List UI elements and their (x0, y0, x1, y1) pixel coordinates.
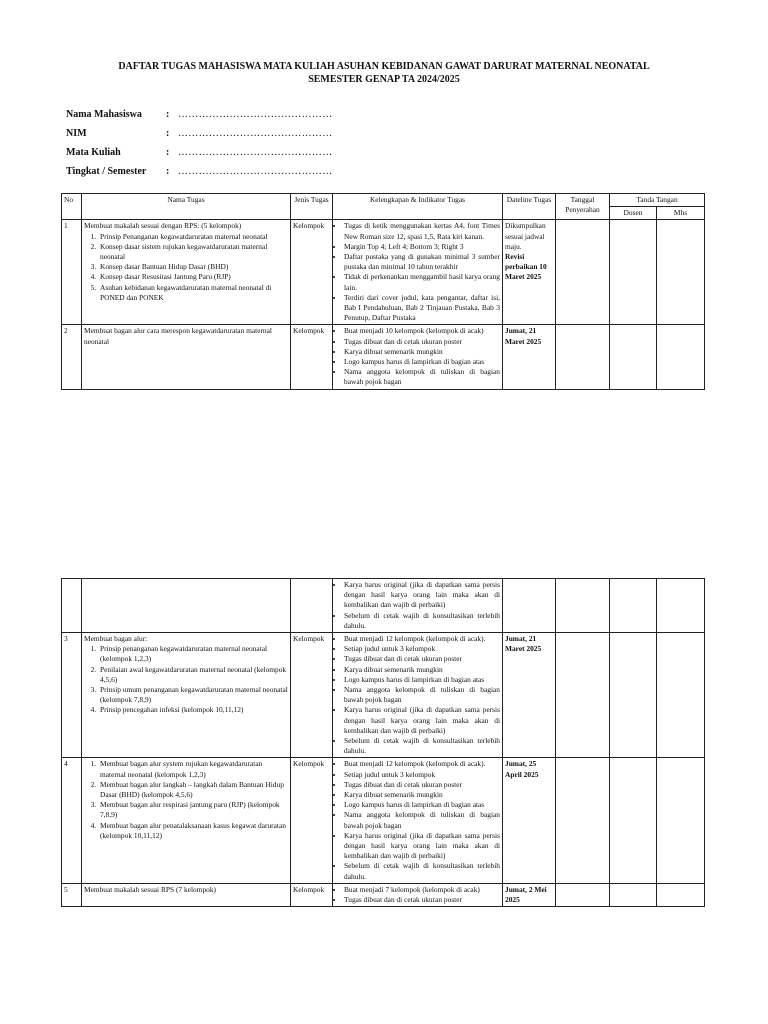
requirement-list (335, 580, 500, 631)
requirement-item: • Logo kampus harus di lampirkan di bagian atas (344, 800, 500, 810)
task-subitem: 3. Konsep dasar Bantuan Hidup Dasar (BHD) (98, 262, 288, 272)
task-intro: Membuat makalah sesuai dengan RPS: (5 kelompok) (84, 221, 242, 231)
identity-row-tingkat (66, 162, 333, 181)
deadline-note: Dikumpulkan sesuai jadwal maju. (505, 221, 546, 251)
requirement-item: • Karya dibuat semenarik mungkin (344, 347, 500, 357)
requirement-list (335, 221, 500, 323)
student-signature-field[interactable] (657, 758, 705, 883)
task-subitem: 3. Membuat bagan alur respirasi jantung paru (RJP) (kelompok 7,8,9) (98, 800, 288, 820)
requirement-item: • Karya harus original (jika di dapatkan sama persis dengan hasil karya orang lain maka akan di kembalikan dan wajib di perbaiki) (344, 831, 500, 862)
header-kelengkapan: Kelengkapan & Indikator Tugas (333, 194, 503, 220)
submission-date-field[interactable] (556, 758, 610, 883)
task-table-body (62, 220, 705, 389)
task-intro: Membuat makalah sesuai RPS (7 kelompok) (84, 884, 216, 894)
deadline-date: Jumat, 25 April 2025 (505, 759, 539, 779)
lecturer-signature-field[interactable] (610, 220, 657, 325)
task-requirements-cell (333, 325, 503, 389)
task-subitems (84, 232, 288, 303)
task-subitem: 4. Membuat bagan alur penatalaksanaan kasus kegawat daruratan (kelompok 10,11,12) (98, 821, 288, 841)
requirement-item: • Sebelum di cetak wajib di konsultasikan terlebih dahulu. (344, 736, 500, 756)
identity-label: Mata Kuliah (66, 147, 121, 158)
requirement-item: • Daftar pustaka yang di gunakan minimal 3 sumber pustaka dan minimal 10 tahun terakhir (344, 252, 500, 272)
task-number: 4 (62, 758, 82, 883)
task-requirements-cell (333, 579, 503, 633)
task-number: 2 (62, 325, 82, 389)
task-type: Kelompok (291, 758, 333, 883)
identity-colon: : (166, 109, 170, 120)
task-name-cell (82, 758, 291, 883)
task-number (62, 579, 82, 633)
requirement-item: • Nama anggota kelompok di tuliskan di bagian bawah pojok bagan (344, 367, 500, 387)
task-subitem: 4. Konsep dasar Resusitasi Jantung Paru (RJP) (98, 272, 288, 282)
table-header-row (62, 194, 705, 207)
identity-colon: : (166, 166, 170, 177)
header-nama-tugas: Nama Tugas (82, 194, 291, 220)
identity-colon: : (166, 128, 170, 139)
header-tanda-tangan: Tanda Tangan (610, 194, 705, 207)
header-jenis-tugas: Jenis Tugas (291, 194, 333, 220)
task-table-page-1 (61, 193, 705, 390)
table-row (62, 758, 705, 883)
table-row (62, 325, 705, 389)
task-subitem: 1. Prinsip Penanganan kegawatdaruratan maternal neonatal (98, 232, 288, 242)
task-subitem: 2. Membuat bagan alur langkah – langkah dalam Bantuan Hidup Dasar (BHD) (kelompok 4,5,6) (98, 780, 288, 800)
task-name-cell (82, 633, 291, 758)
lecturer-signature-field[interactable] (610, 883, 657, 906)
student-signature-field[interactable] (657, 325, 705, 389)
lecturer-signature-field[interactable] (610, 579, 657, 633)
requirement-item: • Nama anggota kelompok di tuliskan di bagian bawah pojok bagan (344, 810, 500, 830)
table-row (62, 883, 705, 906)
identity-label: Tingkat / Semester (66, 166, 147, 177)
task-name-cell (82, 579, 291, 633)
identity-label: NIM (66, 128, 87, 139)
document-title (60, 60, 708, 86)
identity-label: Nama Mahasiswa (66, 109, 142, 120)
task-subitem: 1. Membuat bagan alur system rujukan kegawatdaruratan maternal neonatal (kelompok 1,2,3) (98, 759, 288, 779)
header-dosen: Dosen (610, 207, 657, 220)
task-name-cell (82, 220, 291, 325)
task-table-body (62, 579, 705, 907)
student-signature-field[interactable] (657, 633, 705, 758)
task-requirements-cell (333, 633, 503, 758)
identity-row-mata-kuliah (66, 143, 333, 162)
deadline-date: Jumat, 21 Maret 2025 (505, 634, 542, 654)
title-line-2: SEMESTER GENAP TA 2024/2025 (308, 74, 460, 85)
requirement-item: • Buat menjadi 12 kelompok (kelompok di acak). (344, 759, 500, 769)
requirement-item: • Karya harus original (jika di dapatkan sama persis dengan hasil karya orang lain maka akan di kembalikan dan wajib di perbaiki) (344, 705, 500, 736)
requirement-item: • Tugas dibuat dan di cetak ukuran poster (344, 780, 500, 790)
task-requirements-cell (333, 220, 503, 325)
lecturer-signature-field[interactable] (610, 633, 657, 758)
requirement-item: • Tidak di perkenankan menggambil hasil karya orang lain. (344, 272, 500, 292)
requirement-item: • Setiap judul untuk 3 kelompok (344, 644, 500, 654)
task-type: Kelompok (291, 220, 333, 325)
task-subitem: 2. Penilaian awal kegawatdaruratan maternal neonatal (kelompok 4,5,6) (98, 665, 288, 685)
task-number: 1 (62, 220, 82, 325)
task-number: 3 (62, 633, 82, 758)
task-type: Kelompok (291, 325, 333, 389)
title-line-1: DAFTAR TUGAS MAHASISWA MATA KULIAH ASUHAN KEBIDANAN GAWAT DARURAT MATERNAL NEONATAL (118, 61, 650, 72)
task-requirements-cell (333, 883, 503, 906)
requirement-item: • Sebelum di cetak wajib di konsultasikan terlebih dahulu. (344, 861, 500, 881)
task-deadline-cell (503, 220, 556, 325)
task-requirements-cell (333, 758, 503, 883)
identity-colon: : (166, 147, 170, 158)
identity-row-nama (66, 105, 333, 124)
task-deadline-cell (503, 633, 556, 758)
task-intro: Membuat bagan alur cara merespon kegawatdaruratan maternal neonatal (84, 326, 272, 346)
requirement-item: • Setiap judul untuk 3 kelompok (344, 770, 500, 780)
deadline-date: Jumat, 2 Mei 2025 (505, 884, 547, 905)
submission-date-field[interactable] (556, 883, 610, 906)
table-row (62, 579, 705, 633)
table-row (62, 633, 705, 758)
task-table-page-2 (61, 578, 705, 907)
header-tanggal-penyerahan: Tanggal Penyerahan (556, 194, 610, 220)
requirement-item: • Logo kampus harus di lampirkan di bagian atas (344, 675, 500, 685)
task-subitem: 1. Prinsip penanganan kegawatdaruratan maternal neonatal (kelompok 1,2,3) (98, 644, 288, 664)
requirement-list (335, 326, 500, 387)
submission-date-field[interactable] (556, 220, 610, 325)
task-subitem: 5. Asuhan kebidanan kegawatdaruratan maternal neonatal di PONED dan PONEK (98, 283, 288, 303)
submission-date-field[interactable] (556, 633, 610, 758)
task-type: Kelompok (291, 633, 333, 758)
header-dateline: Dateline Tugas (503, 194, 556, 220)
requirement-item: • Karya dibuat semenarik mungkin (344, 665, 500, 675)
task-intro: Membuat bagan alur: (84, 634, 148, 644)
requirement-item: • Tugas di ketik menggunakan kertas A4, font Times New Roman size 12, spasi 1,5, Rata kiri kanan. (344, 221, 500, 241)
task-subitem: 3. Prinsip umum penanganan kegawatdaruratan maternal neonatal (kelompok 7,8,9) (98, 685, 288, 705)
task-subitems (84, 759, 288, 841)
requirement-item: • Logo kampus harus di lampirkan di bagian atas (344, 357, 500, 367)
student-signature-field[interactable] (657, 883, 705, 906)
requirement-item: • Buat menjadi 7 kelompok (kelompok di acak) (344, 885, 500, 895)
requirement-item: • Karya dibuat semenarik mungkin (344, 790, 500, 800)
task-number: 5 (62, 883, 82, 906)
task-deadline-cell (503, 883, 556, 906)
lecturer-signature-field[interactable] (610, 325, 657, 389)
task-name-cell (82, 883, 291, 906)
deadline-date: Jumat, 21 Maret 2025 (505, 326, 542, 346)
submission-date-field[interactable] (556, 579, 610, 633)
task-type (291, 579, 333, 633)
student-identity-block (66, 105, 333, 181)
requirement-item: • Tugas dibuat dan di cetak ukuran poster (344, 895, 500, 905)
requirement-item: • Nama anggota kelompok di tuliskan di bagian bawah pojok bagan (344, 685, 500, 705)
identity-blank: ……………………………………… (178, 166, 333, 177)
requirement-item: • Margin Top 4; Left 4; Bottom 3; Right 3 (344, 242, 500, 252)
submission-date-field[interactable] (556, 325, 610, 389)
student-signature-field[interactable] (657, 220, 705, 325)
task-subitems (84, 644, 288, 715)
task-name-cell (82, 325, 291, 389)
requirement-list (335, 634, 500, 756)
task-deadline-cell (503, 579, 556, 633)
requirement-item: • Sebelum di cetak wajib di konsultasikan terlebih dahulu. (344, 611, 500, 631)
student-signature-field[interactable] (657, 579, 705, 633)
identity-blank: ……………………………………… (178, 109, 333, 120)
identity-blank: ……………………………………… (178, 147, 333, 158)
task-deadline-cell (503, 325, 556, 389)
requirement-list (335, 885, 500, 905)
table-row (62, 220, 705, 325)
requirement-item: • Karya harus original (jika di dapatkan sama persis dengan hasil karya orang lain maka akan di kembalikan dan wajib di perbaiki) (344, 580, 500, 611)
requirement-item: • Buat menjadi 10 kelompok (kelompok di acak) (344, 326, 500, 336)
requirement-item: • Tugas dibuat dan di cetak ukuran poster (344, 654, 500, 664)
task-subitem: 2. Konsep dasar sistem rujukan kegawatdaruratan maternal neonatal (98, 242, 288, 262)
header-mhs: Mhs (657, 207, 705, 220)
requirement-item: • Buat menjadi 12 kelompok (kelompok di acak). (344, 634, 500, 644)
requirement-item: • Terdiri dari cover judul, kata pengantar, daftar isi, Bab I Pendahuluan, Bab 2 Tinjauan Pustaka, Bab 3 Penutup, Daftar Pustaka (344, 293, 500, 324)
identity-row-nim (66, 124, 333, 143)
deadline-date: Revisi perbaikan 10 Maret 2025 (505, 252, 547, 282)
header-no: No (62, 194, 82, 220)
requirement-list (335, 759, 500, 881)
task-deadline-cell (503, 758, 556, 883)
task-type: Kelompok (291, 883, 333, 906)
lecturer-signature-field[interactable] (610, 758, 657, 883)
requirement-item: • Tugas dibuat dan di cetak ukuran poster (344, 337, 500, 347)
task-subitem: 4. Prinsip pencegahan infeksi (kelompok 10,11,12) (98, 705, 288, 715)
identity-blank: ……………………………………… (178, 128, 333, 139)
